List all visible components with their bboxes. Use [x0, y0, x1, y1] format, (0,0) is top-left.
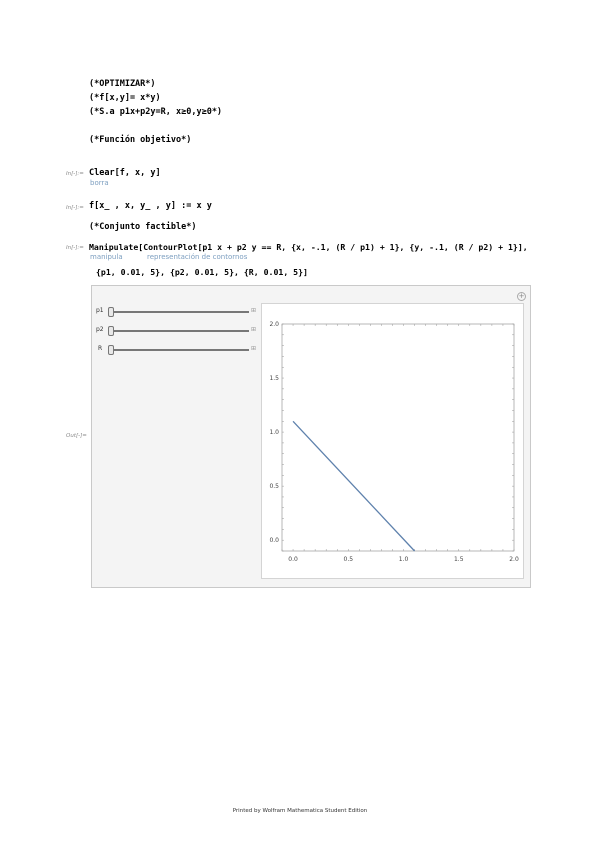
slider-thumb-p1[interactable]: [108, 307, 114, 317]
x-tick-label: 0.0: [288, 556, 298, 563]
comment-objective: (*Función objetivo*): [89, 135, 192, 145]
y-tick-label: 1.0: [269, 429, 279, 437]
x-tick-label: 2.0: [509, 556, 519, 563]
comment-feasible-set: (*Conjunto factible*): [89, 222, 197, 232]
contour-line: [293, 421, 415, 551]
x-tick-label: 1.0: [398, 556, 409, 563]
manipulate-cell-line2[interactable]: {p1, 0.01, 5}, {p2, 0.01, 5}, {R, 0.01, 5}]: [96, 267, 308, 277]
comment-f: (*f[x,y]= x*y): [89, 93, 161, 103]
comment-constraints: (*S.a p1x+p2y=R, x≥0,y≥0*): [89, 107, 223, 117]
contour-hint: representación de contornos: [147, 253, 248, 261]
out-label: Out[-]=: [66, 433, 87, 439]
slider-label-p1: p1: [96, 307, 104, 314]
plot-frame: [282, 324, 514, 551]
y-tick-label: 0.5: [269, 483, 279, 491]
footer-text: Printed by Wolfram Mathematica Student Edition: [232, 808, 368, 814]
manipulate-cell[interactable]: Manipulate[ContourPlot[p1 x + p2 y == R, {x, -.1, (R / p1) + 1}, {y, -.1, (R / p2) + 1}],: [89, 242, 528, 252]
slider-label-p2: p2: [96, 326, 104, 333]
slider-expand-icon[interactable]: ⊞: [251, 345, 257, 352]
y-tick-label: 1.5: [269, 375, 279, 383]
clear-cell[interactable]: Clear[f, x, y]: [89, 168, 161, 178]
slider-track-r[interactable]: [108, 349, 249, 351]
manipulate-hint: manipula: [90, 253, 123, 261]
contour-plot: [262, 304, 525, 580]
slider-expand-icon[interactable]: ⊞: [251, 326, 257, 333]
slider-thumb-r[interactable]: [108, 345, 114, 355]
x-tick-label: 1.5: [453, 556, 464, 563]
y-tick-label: 2.0: [269, 321, 279, 328]
slider-thumb-p2[interactable]: [108, 326, 114, 336]
y-tick-label: 0.0: [269, 537, 279, 545]
clear-hint: borra: [90, 179, 109, 187]
x-tick-label: 0.5: [343, 556, 354, 563]
slider-expand-icon[interactable]: ⊞: [251, 307, 257, 314]
slider-track-p1[interactable]: [108, 311, 249, 313]
in-label: In[-]:=: [66, 205, 84, 211]
plot-area: [261, 303, 524, 579]
comment-optimizar: (*OPTIMIZAR*): [89, 79, 156, 89]
slider-track-p2[interactable]: [108, 330, 249, 332]
add-icon[interactable]: +: [518, 292, 525, 300]
in-label: In[-]:=: [66, 171, 84, 177]
function-definition-cell[interactable]: f[x_ , x, y_ , y] := x y: [89, 201, 212, 211]
in-label: In[-]:=: [66, 245, 84, 251]
slider-label-r: R: [98, 345, 103, 352]
